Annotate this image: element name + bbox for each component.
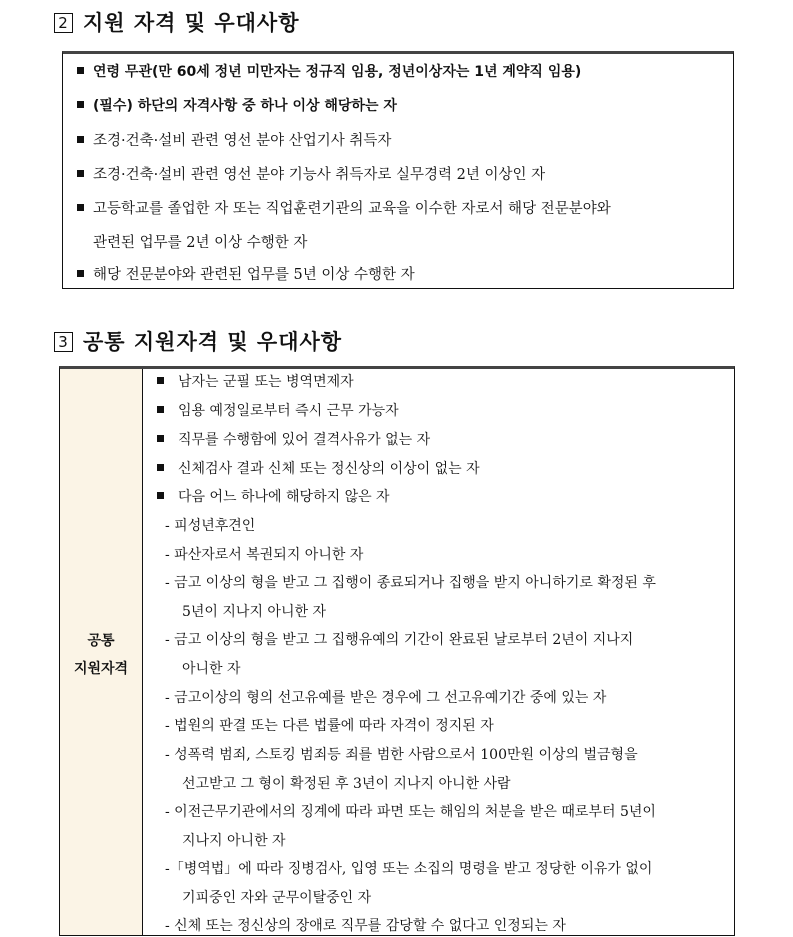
square-bullet-icon — [77, 270, 84, 277]
section-title: 지원 자격 및 우대사항 — [83, 11, 300, 35]
square-bullet-icon — [157, 464, 164, 471]
sub-item-continuation: 선고받고 그 형이 확정된 후 3년이 지나지 아니한 사람 — [182, 776, 511, 792]
square-bullet-icon — [77, 67, 84, 74]
section-number-box: 2 — [54, 13, 73, 33]
qualification-box — [62, 51, 734, 289]
sub-item: - 성폭력 범죄, 스토킹 범죄등 죄를 범한 사람으로서 100만원 이상의 벌금형을 — [165, 747, 638, 763]
list-item: (필수) 하단의 자격사항 중 하나 이상 해당하는 자 — [77, 95, 397, 115]
table-content-cell — [143, 369, 734, 935]
sub-item: - 금고 이상의 형을 받고 그 집행이 종료되거나 집행을 받지 아니하기로 확정된 후 — [165, 575, 656, 591]
section-2-heading — [54, 7, 300, 37]
list-item: 임용 예정일로부터 즉시 근무 가능자 — [157, 400, 399, 420]
list-item: 고등학교를 졸업한 자 또는 직업훈련기관의 교육을 이수한 자로서 해당 전문분야와 — [77, 197, 611, 218]
square-bullet-icon — [77, 101, 84, 108]
table-label-cell — [60, 369, 143, 935]
square-bullet-icon — [157, 435, 164, 442]
list-item: 다음 어느 하나에 해당하지 않은 자 — [157, 486, 390, 506]
sub-item-continuation: 아니한 자 — [182, 661, 241, 677]
sub-item-continuation: 지나지 아니한 자 — [182, 833, 286, 849]
list-item: 해당 전문분야와 관련된 업무를 5년 이상 수행한 자 — [77, 263, 415, 284]
sub-item-continuation: 기피중인 자와 군무이탈중인 자 — [182, 890, 372, 906]
list-item: 조경·건축·설비 관련 영선 분야 기능사 취득자로 실무경력 2년 이상인 자 — [77, 163, 545, 184]
list-item: 연령 무관(만 60세 정년 미만자는 정규직 임용, 정년이상자는 1년 계약직 임용) — [77, 61, 581, 81]
square-bullet-icon — [77, 136, 84, 143]
square-bullet-icon — [157, 492, 164, 499]
label-line: 공통 — [87, 633, 115, 649]
sub-item: - 금고이상의 형의 선고유예를 받은 경우에 그 선고유예기간 중에 있는 자 — [165, 690, 607, 706]
square-bullet-icon — [157, 377, 164, 384]
sub-item: - 법원의 판결 또는 다른 법률에 따라 자격이 정지된 자 — [165, 718, 494, 734]
sub-item: - 신체 또는 정신상의 장애로 직무를 감당할 수 없다고 인정되는 자 — [165, 918, 566, 934]
common-qualification-table — [59, 366, 735, 936]
list-item: 남자는 군필 또는 병역면제자 — [157, 371, 354, 391]
square-bullet-icon — [157, 406, 164, 413]
sub-item: - 이전근무기관에서의 징계에 따라 파면 또는 해임의 처분을 받은 때로부터 5년이 — [165, 804, 656, 820]
sub-item-continuation: 5년이 지나지 아니한 자 — [182, 604, 326, 620]
list-item-continuation: 관련된 업무를 2년 이상 수행한 자 — [93, 235, 308, 251]
square-bullet-icon — [77, 170, 84, 177]
section-3-heading — [54, 326, 342, 356]
list-item: 신체검사 결과 신체 또는 정신상의 이상이 없는 자 — [157, 458, 480, 478]
list-item: 직무를 수행함에 있어 결격사유가 없는 자 — [157, 429, 430, 449]
sub-item: - 금고 이상의 형을 받고 그 집행유예의 기간이 완료된 날로부터 2년이 지나지 — [165, 632, 634, 648]
sub-item: - 피성년후견인 — [165, 518, 256, 534]
section-number-box: 3 — [54, 332, 73, 352]
sub-item: - 파산자로서 복권되지 아니한 자 — [165, 547, 364, 563]
label-line: 지원자격 — [73, 661, 129, 677]
square-bullet-icon — [77, 204, 84, 211]
sub-item: -「병역법」에 따라 징병검사, 입영 또는 소집의 명령을 받고 정당한 이유가 없이 — [165, 861, 653, 877]
list-item: 조경·건축·설비 관련 영선 분야 산업기사 취득자 — [77, 129, 391, 150]
section-title: 공통 지원자격 및 우대사항 — [83, 330, 343, 354]
